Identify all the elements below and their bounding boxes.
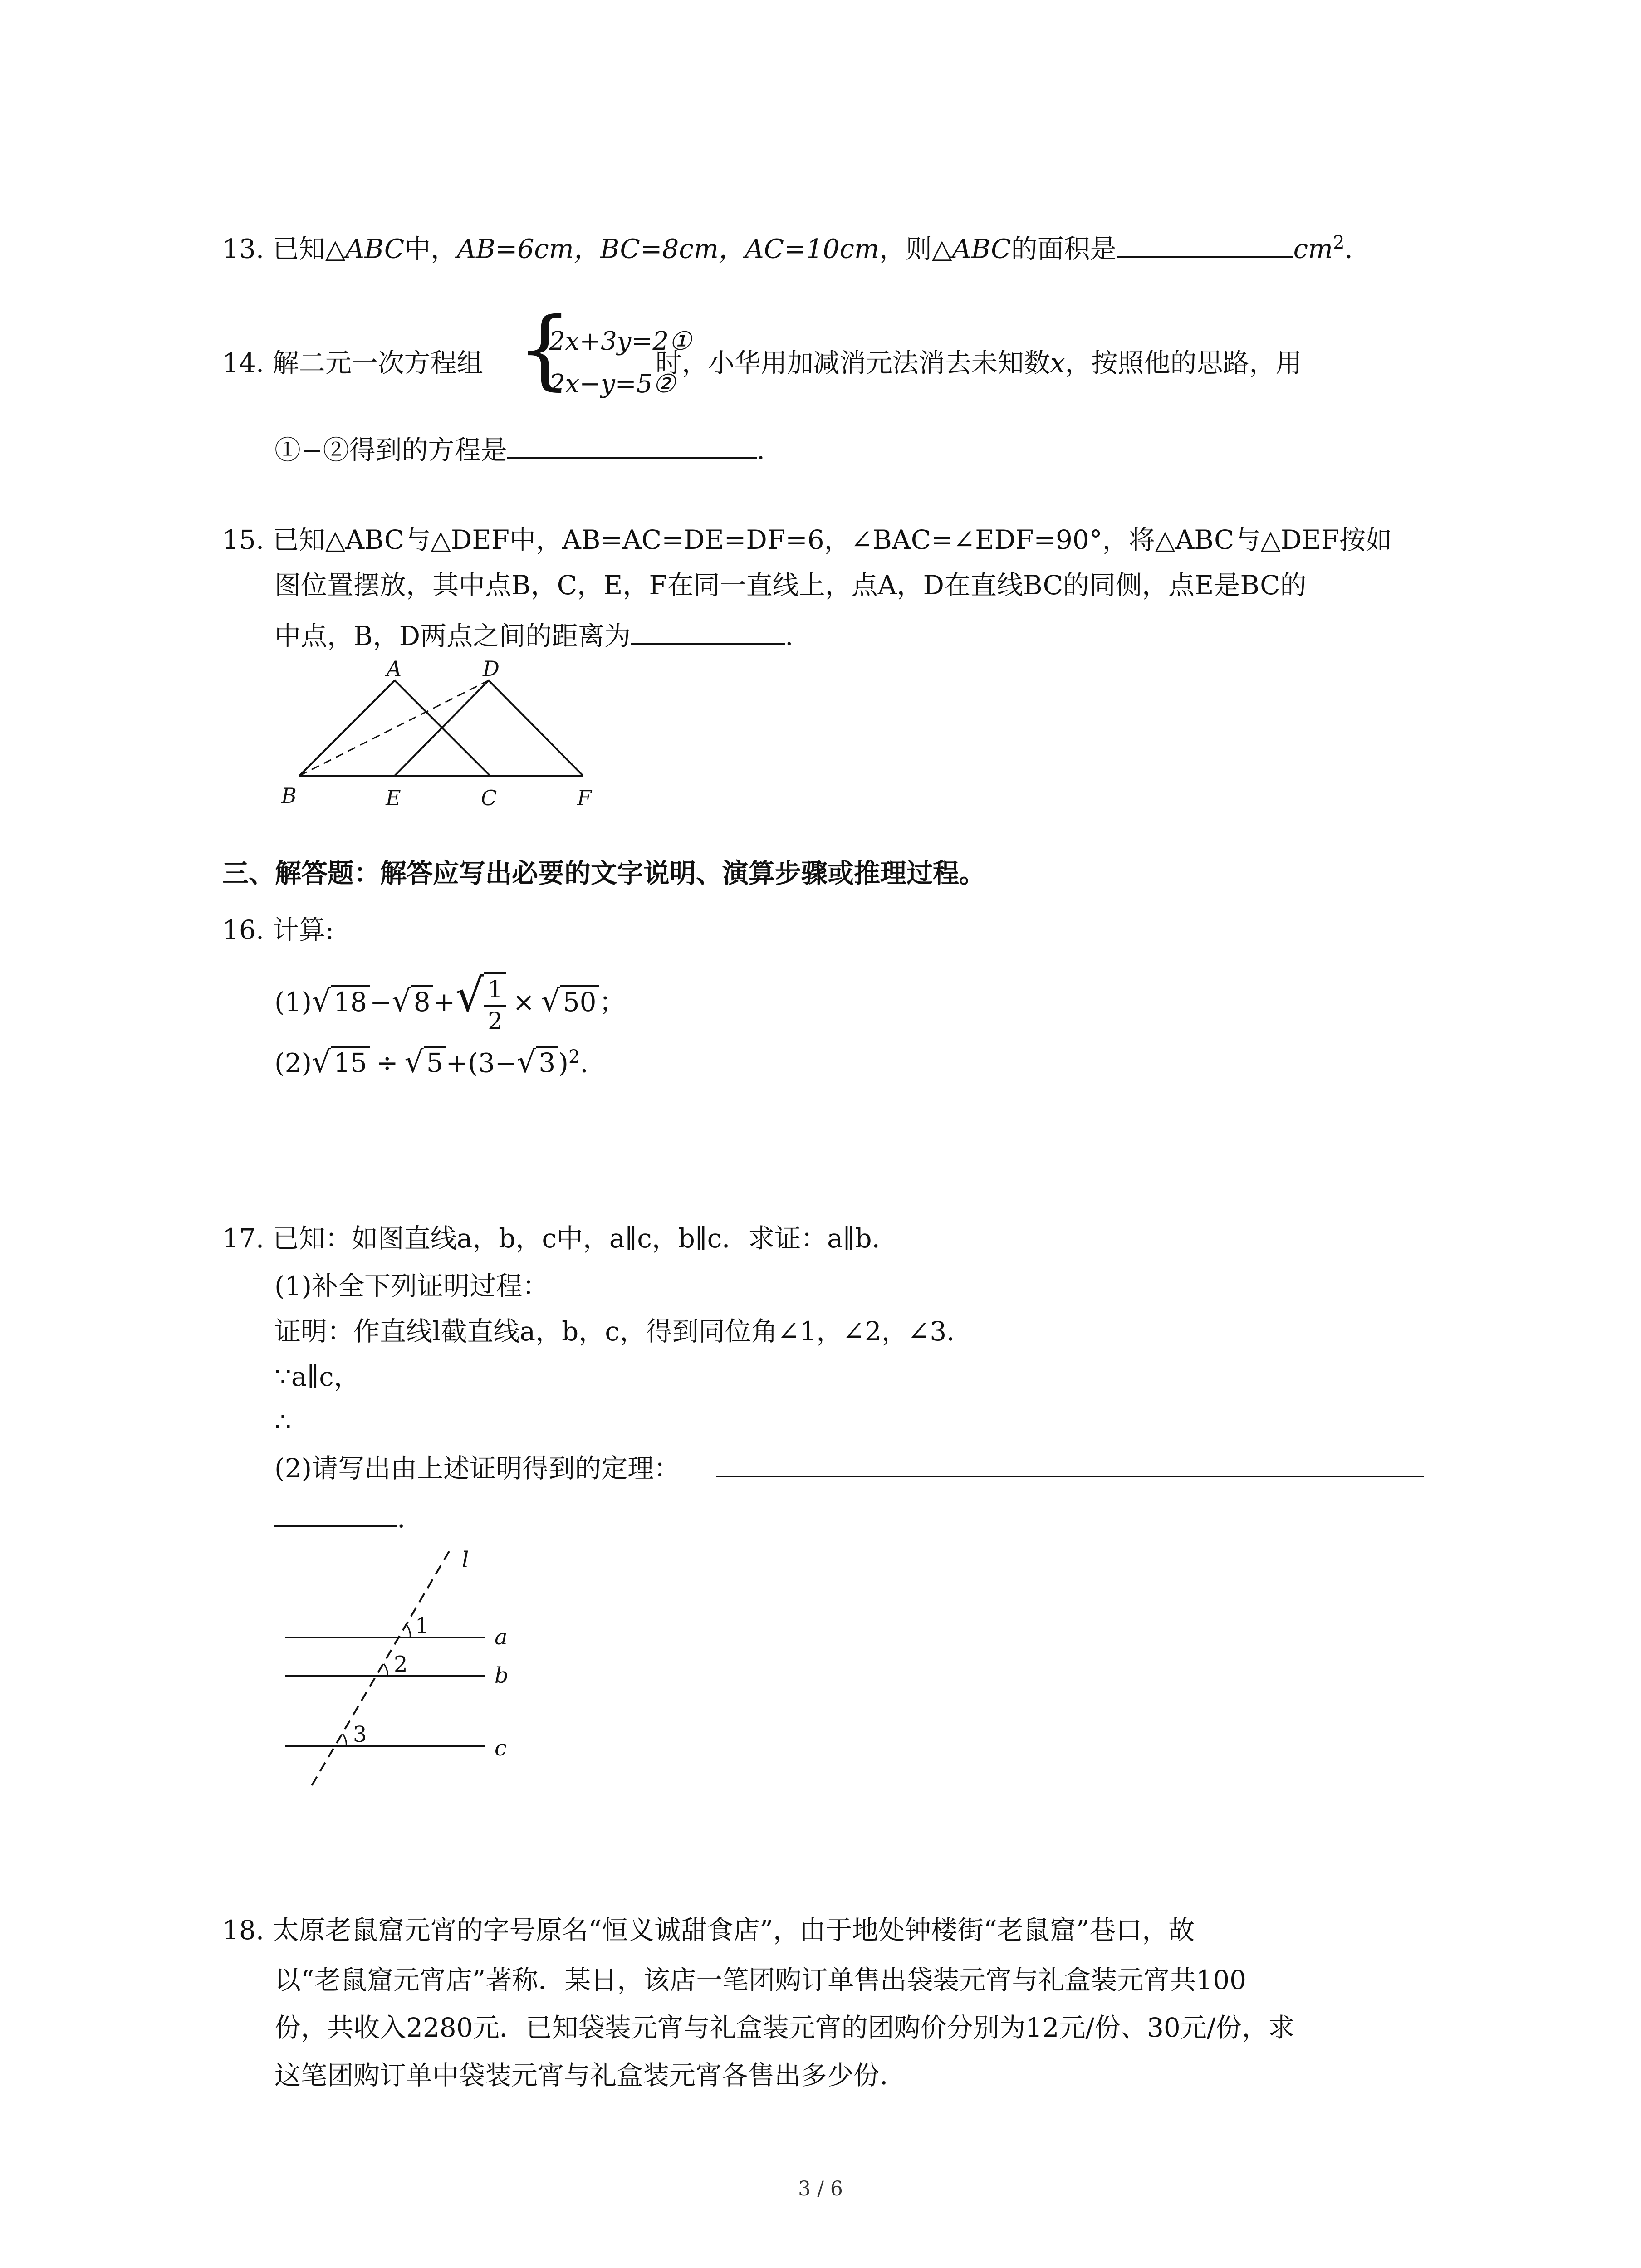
- q14-equation-2: 2x−y=5②: [549, 369, 676, 399]
- q14-line1: 14. 解二元一次方程组 时，小华用加减消元法消去未知数x，按照他的思路，用: [222, 347, 1302, 378]
- angle-1-mark: [407, 1625, 410, 1637]
- label-E: E: [386, 786, 401, 810]
- label-B: B: [281, 783, 297, 808]
- angle-3-mark: [343, 1734, 346, 1746]
- fraction-one-half: $\frac{1}{2}$: [484, 975, 506, 1036]
- label-D: D: [483, 656, 500, 681]
- label-l: l: [462, 1547, 469, 1573]
- q18-line4: 这笔团购订单中袋装元宵与礼盒装元宵各售出多少份．: [274, 2060, 906, 2091]
- q13-line: 13. 已知△ABC中，AB=6cm，BC=8cm，AC=10cm，则△ABC的面积是 $cm^2$.: [222, 225, 1353, 267]
- q13-answer-blank[interactable]: [1117, 230, 1293, 258]
- q16-number: 16.: [222, 914, 265, 945]
- q17-theorem-blank[interactable]: [716, 1449, 1424, 1477]
- q13-number: 13.: [222, 233, 265, 264]
- label-a: a: [495, 1624, 508, 1650]
- label-A: A: [387, 656, 402, 681]
- q16-title: 16. 计算:: [222, 914, 334, 945]
- label-C: C: [481, 786, 497, 810]
- q15-answer-blank[interactable]: [631, 617, 785, 645]
- q17-line2: (1)补全下列证明过程：: [274, 1271, 549, 1301]
- q14-answer-blank[interactable]: [507, 431, 757, 459]
- q14-number: 14.: [222, 347, 265, 378]
- label-F: F: [577, 786, 592, 810]
- label-angle-2: 2: [394, 1652, 408, 1677]
- q14-equation-1: 2x+3y=2①: [549, 327, 692, 356]
- q18-line3: 份，共收入2280元．已知袋装元宵与礼盒装元宵的团购价分别为12元/份、30元/份，求: [274, 2012, 1295, 2043]
- q16-part1: (1)√ 18 −√ 8 +√ $\frac{1}{2}$ × √ 50 ；: [274, 966, 626, 1036]
- q17-line1: 17. 已知：如图直线a，b，c中，a∥c，b∥c．求证：a∥b．: [222, 1223, 898, 1254]
- segment-DF: [489, 680, 583, 776]
- q16-part2: (2)√ 15 ÷ √ 5 +(3−√ 3 )$^2$.: [274, 1044, 588, 1080]
- q17-line4: ∵a∥c，: [274, 1361, 360, 1392]
- q17-line5: ∴: [274, 1407, 291, 1437]
- q15-line1: 15. 已知△ABC与△DEF中，AB=AC=DE=DF=6，∠BAC=∠EDF=90°，将△ABC与△DEF按如: [222, 524, 1392, 555]
- page-number: 3 / 6: [798, 2177, 843, 2200]
- q14-line2: ①−②得到的方程是 .: [274, 431, 765, 468]
- q15-line3: 中点，B，D两点之间的距离为 .: [274, 617, 794, 654]
- q15-line2: 图位置摆放，其中点B，C，E，F在同一直线上，点A，D在直线BC的同侧，点E是BC的: [274, 570, 1307, 601]
- q17-parallel-lines-figure: [272, 1542, 554, 1796]
- q18-line1: 18. 太原老鼠窟元宵的字号原名“恒义诚甜食店”，由于地处钟楼街“老鼠窟”巷口，故: [222, 1915, 1195, 1945]
- label-c: c: [495, 1735, 507, 1761]
- left-brace: {: [517, 299, 572, 399]
- q17-number: 17.: [222, 1223, 265, 1254]
- q17-theorem-blank-cont[interactable]: [274, 1499, 397, 1527]
- q17-line3: 证明：作直线l截直线a，b，c，得到同位角∠1，∠2，∠3．: [274, 1316, 973, 1347]
- segment-BA: [299, 680, 395, 776]
- q18-number: 18.: [222, 1915, 265, 1945]
- q15-triangle-figure: [254, 653, 617, 816]
- q17-line7: .: [274, 1499, 405, 1536]
- section-3-heading: 三、解答题：解答应写出必要的文字说明、演算步骤或推理过程。: [222, 858, 986, 889]
- q14-equation-system: [517, 299, 708, 408]
- label-angle-1: 1: [415, 1613, 429, 1638]
- q17-line6: (2)请写出由上述证明得到的定理：: [274, 1449, 1424, 1486]
- label-angle-3: 3: [353, 1722, 367, 1747]
- q18-line2: 以“老鼠窟元宵店”著称．某日，该店一笔团购订单售出袋装元宵与礼盒装元宵共100: [274, 1965, 1247, 1995]
- q15-number: 15.: [222, 524, 265, 555]
- angle-2-mark: [384, 1664, 387, 1677]
- segment-BD-dashed: [299, 680, 489, 776]
- label-b: b: [495, 1663, 509, 1688]
- line-l-dashed: [311, 1551, 449, 1787]
